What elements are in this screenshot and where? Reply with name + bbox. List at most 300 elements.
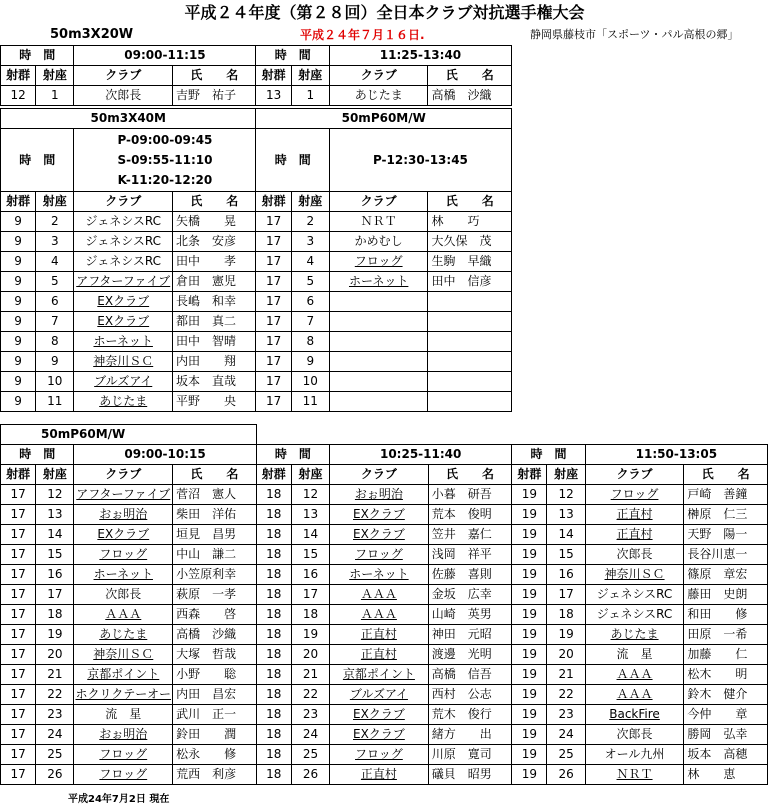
lane-cell: 24 xyxy=(547,725,585,745)
lane-cell: 2 xyxy=(291,212,329,232)
col-name: 氏 名 xyxy=(428,66,512,86)
athlete-cell: 松木 明 xyxy=(684,665,768,685)
table-row xyxy=(1,485,768,505)
time-label: 時 間 xyxy=(256,129,329,192)
table-row xyxy=(1,665,768,685)
relay-cell: 19 xyxy=(512,665,547,685)
lane-cell: 9 xyxy=(291,352,329,372)
athlete-cell: 西森 啓 xyxy=(173,605,257,625)
club-cell: フロッグ xyxy=(330,745,429,765)
club-cell: ホーネット xyxy=(74,565,173,585)
col-shaza: 射座 xyxy=(291,465,329,485)
club-cell: ブルズアイ xyxy=(74,372,173,392)
relay-cell: 17 xyxy=(256,212,291,232)
relay-cell: 18 xyxy=(256,625,291,645)
athlete-cell: 高橋 信吾 xyxy=(428,665,512,685)
relay-cell: 18 xyxy=(256,545,291,565)
relay-cell: 17 xyxy=(1,625,36,645)
lane-cell: 7 xyxy=(291,312,329,332)
lane-cell: 22 xyxy=(547,685,585,705)
lane-cell: 26 xyxy=(36,765,74,785)
club-cell: ＡＡＡ xyxy=(585,665,684,685)
table-row xyxy=(1,745,768,765)
time-label: 時 間 xyxy=(512,445,585,465)
relay-cell: 9 xyxy=(1,212,36,232)
relay-cell: 17 xyxy=(256,352,291,372)
club-cell: あじたま xyxy=(585,625,684,645)
athlete-cell: 内田 翔 xyxy=(172,352,256,372)
club-cell: ＮＲＴ xyxy=(329,212,428,232)
lane-cell: 17 xyxy=(291,585,329,605)
event-label-50m3x40m: 50m3X40M xyxy=(1,109,256,129)
lane-cell: 20 xyxy=(547,645,585,665)
col-name: 氏 名 xyxy=(172,192,256,212)
lane-cell: 10 xyxy=(36,372,74,392)
lane-cell: 12 xyxy=(291,485,329,505)
lane-cell: 19 xyxy=(547,625,585,645)
table-row xyxy=(1,705,768,725)
col-shaza: 射座 xyxy=(36,465,74,485)
relay-cell: 17 xyxy=(1,525,36,545)
lane-cell: 15 xyxy=(547,545,585,565)
club-cell: ジェネシスRC xyxy=(74,212,173,232)
time-label: 時 間 xyxy=(256,46,329,66)
club-cell: ジェネシスRC xyxy=(585,605,684,625)
table-row xyxy=(1,372,512,392)
club-cell: 正直村 xyxy=(330,625,429,645)
club-cell: 次郎長 xyxy=(74,585,173,605)
lane-cell: 4 xyxy=(36,252,74,272)
time-label: 時 間 xyxy=(256,445,329,465)
athlete-cell: 坂本 高穂 xyxy=(684,745,768,765)
lane-cell: 23 xyxy=(291,705,329,725)
club-cell: アフターファイブ xyxy=(74,272,173,292)
relay-cell: 17 xyxy=(1,765,36,785)
lane-cell: 12 xyxy=(547,485,585,505)
event-label-50mp60mw: 50mP60M/W xyxy=(256,109,512,129)
lane-cell: 20 xyxy=(36,645,74,665)
relay-cell: 17 xyxy=(1,665,36,685)
relay-cell: 9 xyxy=(1,312,36,332)
event-label-50m3x20w: 50m3X20W xyxy=(50,27,134,42)
lane-cell: 21 xyxy=(547,665,585,685)
table-row xyxy=(1,272,512,292)
club-cell: ホーネット xyxy=(74,332,173,352)
lane-cell: 18 xyxy=(547,605,585,625)
club-cell: フロッグ xyxy=(330,545,429,565)
block1-table xyxy=(0,45,512,106)
athlete-cell: 今仲 章 xyxy=(684,705,768,725)
col-club: クラブ xyxy=(329,192,428,212)
event-label-50mp60mw: 50mP60M/W xyxy=(1,425,257,445)
club-cell: ホクリクテーオー xyxy=(74,685,173,705)
club-cell: 正直村 xyxy=(585,505,684,525)
athlete-cell: 天野 陽一 xyxy=(684,525,768,545)
lane-cell: 22 xyxy=(291,685,329,705)
lane-cell: 5 xyxy=(36,272,74,292)
relay-cell: 17 xyxy=(1,705,36,725)
relay-cell: 18 xyxy=(256,605,291,625)
club-cell: フロッグ xyxy=(585,485,684,505)
athlete-cell: 萩原 一孝 xyxy=(173,585,257,605)
athlete-cell: 矢橋 晃 xyxy=(172,212,256,232)
club-cell: BackFire xyxy=(585,705,684,725)
club-cell: ジェネシスRC xyxy=(585,585,684,605)
relay-cell: 17 xyxy=(1,505,36,525)
lane-cell: 13 xyxy=(291,505,329,525)
relay-cell: 18 xyxy=(256,525,291,545)
table-row xyxy=(1,545,768,565)
col-club: クラブ xyxy=(74,465,173,485)
relay-cell: 19 xyxy=(512,705,547,725)
athlete-cell: 長谷川恵一 xyxy=(684,545,768,565)
lane-cell: 20 xyxy=(291,645,329,665)
relay-cell: 17 xyxy=(1,585,36,605)
lane-cell: 8 xyxy=(291,332,329,352)
time-slot: P-12:30-13:45 xyxy=(329,129,511,192)
relay-cell: 18 xyxy=(256,645,291,665)
athlete-cell: 荒木 俊行 xyxy=(428,705,512,725)
spacer xyxy=(256,425,767,445)
lane-cell: 17 xyxy=(36,585,74,605)
club-cell: EXクラブ xyxy=(74,525,173,545)
relay-cell: 17 xyxy=(1,545,36,565)
athlete-cell: 鈴田 潤 xyxy=(173,725,257,745)
relay-cell: 18 xyxy=(256,485,291,505)
col-club: クラブ xyxy=(329,66,428,86)
venue-label: 静岡県藤枝市「スポーツ・パル高根の郷」 xyxy=(530,28,739,41)
athlete-cell: 小暮 研吾 xyxy=(428,485,512,505)
relay-cell: 9 xyxy=(1,372,36,392)
club-cell xyxy=(329,312,428,332)
athlete-cell: 小笠原利幸 xyxy=(173,565,257,585)
club-cell: ＡＡＡ xyxy=(330,605,429,625)
club-cell: 正直村 xyxy=(585,525,684,545)
athlete-cell: 林 恵 xyxy=(684,765,768,785)
athlete-cell: 田中 智晴 xyxy=(172,332,256,352)
club-cell: 流 星 xyxy=(74,705,173,725)
lane-cell: 22 xyxy=(36,685,74,705)
club-cell: EXクラブ xyxy=(330,505,429,525)
relay-cell: 17 xyxy=(1,485,36,505)
col-shaza: 射座 xyxy=(36,66,74,86)
club-cell: ＮＲＴ xyxy=(585,765,684,785)
athlete-cell: 緒方 出 xyxy=(428,725,512,745)
table-row xyxy=(1,252,512,272)
athlete-cell: 渡邊 光明 xyxy=(428,645,512,665)
athlete-cell: 田中 孝 xyxy=(172,252,256,272)
club-cell xyxy=(329,332,428,352)
athlete-cell: 中山 謙二 xyxy=(173,545,257,565)
athlete-cell: 加藤 仁 xyxy=(684,645,768,665)
table-row xyxy=(1,312,512,332)
col-club: クラブ xyxy=(74,66,173,86)
club-cell: かめむし xyxy=(329,232,428,252)
relay-cell: 9 xyxy=(1,292,36,312)
athlete-cell xyxy=(428,392,512,412)
lane-cell: 26 xyxy=(547,765,585,785)
athlete-cell: 林 巧 xyxy=(428,212,512,232)
club-cell: フロッグ xyxy=(329,252,428,272)
time-label: 時 間 xyxy=(1,129,74,192)
relay-cell: 17 xyxy=(1,725,36,745)
time-label: 時 間 xyxy=(1,445,74,465)
table-row xyxy=(1,645,768,665)
athlete-cell: 松永 修 xyxy=(173,745,257,765)
relay-cell: 13 xyxy=(256,86,291,106)
lane-cell: 6 xyxy=(291,292,329,312)
club-cell: 次郎長 xyxy=(585,725,684,745)
athlete-cell: 篠原 章宏 xyxy=(684,565,768,585)
club-cell: 正直村 xyxy=(330,645,429,665)
athlete-cell: 和田 修 xyxy=(684,605,768,625)
table-row xyxy=(1,505,768,525)
relay-cell: 19 xyxy=(512,765,547,785)
table-row xyxy=(1,765,768,785)
club-cell: ＡＡＡ xyxy=(585,685,684,705)
club-cell: ホーネット xyxy=(330,565,429,585)
lane-cell: 8 xyxy=(36,332,74,352)
athlete-cell: 長嶋 和幸 xyxy=(172,292,256,312)
col-shagun: 射群 xyxy=(512,465,547,485)
lane-cell: 7 xyxy=(36,312,74,332)
club-cell: 神奈川ＳＣ xyxy=(585,565,684,585)
lane-cell: 9 xyxy=(36,352,74,372)
col-shagun: 射群 xyxy=(256,66,291,86)
lane-cell: 21 xyxy=(36,665,74,685)
col-name: 氏 名 xyxy=(428,465,512,485)
athlete-cell: 大久保 茂 xyxy=(428,232,512,252)
athlete-cell: 藤田 史朗 xyxy=(684,585,768,605)
page-title: 平成２４年度（第２８回）全日本クラブ対抗選手権大会 xyxy=(184,3,585,22)
col-shagun: 射群 xyxy=(256,465,291,485)
relay-cell: 17 xyxy=(1,645,36,665)
table-row xyxy=(1,352,512,372)
athlete-cell: 鈴木 健介 xyxy=(684,685,768,705)
athlete-cell: 都田 真二 xyxy=(172,312,256,332)
lane-cell: 21 xyxy=(291,665,329,685)
relay-cell: 19 xyxy=(512,505,547,525)
club-cell: 次郎長 xyxy=(585,545,684,565)
club-cell: あじたま xyxy=(329,86,428,106)
table-row xyxy=(1,605,768,625)
athlete-cell xyxy=(428,332,512,352)
lane-cell: 3 xyxy=(291,232,329,252)
lane-cell: 25 xyxy=(547,745,585,765)
as-of-date: 平成24年7月2日 現在 xyxy=(68,794,170,805)
club-cell: 流 星 xyxy=(585,645,684,665)
time-slot: 09:00-11:15 xyxy=(74,46,256,66)
lane-cell: 13 xyxy=(547,505,585,525)
col-shaza: 射座 xyxy=(291,66,329,86)
col-shagun: 射群 xyxy=(1,192,36,212)
lane-cell: 19 xyxy=(36,625,74,645)
time-slot: 11:50-13:05 xyxy=(585,445,767,465)
athlete-cell: 吉野 祐子 xyxy=(173,86,256,106)
lane-cell: 26 xyxy=(291,765,329,785)
relay-cell: 18 xyxy=(256,685,291,705)
relay-cell: 19 xyxy=(512,565,547,585)
table-row xyxy=(1,292,512,312)
athlete-cell: 川原 寛司 xyxy=(428,745,512,765)
col-name: 氏 名 xyxy=(173,66,256,86)
relay-cell: 9 xyxy=(1,272,36,292)
col-club: クラブ xyxy=(330,465,429,485)
athlete-cell: 西村 公志 xyxy=(428,685,512,705)
athlete-cell: 田原 一希 xyxy=(684,625,768,645)
relay-cell: 9 xyxy=(1,252,36,272)
table-row xyxy=(1,212,512,232)
lane-cell: 18 xyxy=(291,605,329,625)
table-row xyxy=(1,86,512,106)
lane-cell: 14 xyxy=(547,525,585,545)
time-slot: 11:25-13:40 xyxy=(329,46,511,66)
athlete-cell: 佐藤 喜則 xyxy=(428,565,512,585)
club-cell: ＡＡＡ xyxy=(74,605,173,625)
relay-cell: 17 xyxy=(256,292,291,312)
lane-cell: 2 xyxy=(36,212,74,232)
lane-cell: 12 xyxy=(36,485,74,505)
club-cell: 神奈川ＳＣ xyxy=(74,352,173,372)
col-shaza: 射座 xyxy=(547,465,585,485)
lane-cell: 19 xyxy=(291,625,329,645)
lane-cell: 10 xyxy=(291,372,329,392)
club-cell: ＡＡＡ xyxy=(330,585,429,605)
club-cell: EXクラブ xyxy=(330,725,429,745)
athlete-cell: 高橋 沙織 xyxy=(428,86,512,106)
relay-cell: 19 xyxy=(512,525,547,545)
club-cell: ホーネット xyxy=(329,272,428,292)
event-date: 平成２４年７月１６日. xyxy=(300,28,425,42)
athlete-cell: 笠井 嘉仁 xyxy=(428,525,512,545)
club-cell: 京都ポイント xyxy=(74,665,173,685)
club-cell: 正直村 xyxy=(330,765,429,785)
club-cell xyxy=(329,292,428,312)
relay-cell: 18 xyxy=(256,705,291,725)
relay-cell: 17 xyxy=(256,392,291,412)
relay-cell: 17 xyxy=(1,745,36,765)
lane-cell: 1 xyxy=(291,86,329,106)
relay-cell: 19 xyxy=(512,585,547,605)
athlete-cell xyxy=(428,312,512,332)
table-row xyxy=(1,392,512,412)
table-row xyxy=(1,685,768,705)
col-shagun: 射群 xyxy=(1,465,36,485)
lane-cell: 18 xyxy=(36,605,74,625)
lane-cell: 23 xyxy=(36,705,74,725)
relay-cell: 18 xyxy=(256,765,291,785)
club-cell: あじたま xyxy=(74,392,173,412)
athlete-cell: 生駒 早織 xyxy=(428,252,512,272)
club-cell: フロッグ xyxy=(74,545,173,565)
athlete-cell: 平野 央 xyxy=(172,392,256,412)
athlete-cell: 小野 聡 xyxy=(173,665,257,685)
club-cell xyxy=(329,392,428,412)
athlete-cell: 菅沼 憲人 xyxy=(173,485,257,505)
club-cell: オール九州 xyxy=(585,745,684,765)
col-name: 氏 名 xyxy=(428,192,512,212)
table-row xyxy=(1,332,512,352)
relay-cell: 9 xyxy=(1,392,36,412)
table-row xyxy=(1,725,768,745)
relay-cell: 17 xyxy=(1,685,36,705)
relay-cell: 17 xyxy=(256,252,291,272)
time-slot: 09:00-10:15 xyxy=(74,445,256,465)
athlete-cell: 戸崎 善鐘 xyxy=(684,485,768,505)
relay-cell: 9 xyxy=(1,352,36,372)
athlete-cell: 荒西 利彦 xyxy=(173,765,257,785)
relay-cell: 17 xyxy=(256,272,291,292)
lane-cell: 16 xyxy=(547,565,585,585)
club-cell: おぉ明治 xyxy=(74,505,173,525)
time-slot: K-11:20-12:20 xyxy=(117,173,213,187)
club-cell: ブルズアイ xyxy=(330,685,429,705)
club-cell: 京都ポイント xyxy=(330,665,429,685)
lane-cell: 14 xyxy=(291,525,329,545)
time-slot: S-09:55-11:10 xyxy=(117,153,213,167)
athlete-cell: 金坂 広幸 xyxy=(428,585,512,605)
club-cell: アフターファイブ xyxy=(74,485,173,505)
relay-cell: 19 xyxy=(512,605,547,625)
table-row xyxy=(1,565,768,585)
lane-cell: 25 xyxy=(36,745,74,765)
time-label: 時 間 xyxy=(1,46,74,66)
lane-cell: 14 xyxy=(36,525,74,545)
relay-cell: 19 xyxy=(512,745,547,765)
relay-cell: 18 xyxy=(256,565,291,585)
lane-cell: 6 xyxy=(36,292,74,312)
athlete-cell: 垣見 昌男 xyxy=(173,525,257,545)
col-shagun: 射群 xyxy=(256,192,291,212)
athlete-cell: 山崎 英男 xyxy=(428,605,512,625)
block3-table xyxy=(0,424,768,785)
club-cell: フロッグ xyxy=(74,745,173,765)
athlete-cell: 柴田 洋佑 xyxy=(173,505,257,525)
lane-cell: 4 xyxy=(291,252,329,272)
relay-cell: 9 xyxy=(1,232,36,252)
athlete-cell: 神田 元昭 xyxy=(428,625,512,645)
relay-cell: 19 xyxy=(512,625,547,645)
col-club: クラブ xyxy=(74,192,173,212)
club-cell: あじたま xyxy=(74,625,173,645)
club-cell: ジェネシスRC xyxy=(74,232,173,252)
athlete-cell: 坂本 直哉 xyxy=(172,372,256,392)
athlete-cell: 倉田 憲児 xyxy=(172,272,256,292)
table-row xyxy=(1,625,768,645)
relay-cell: 19 xyxy=(512,725,547,745)
athlete-cell xyxy=(428,292,512,312)
athlete-cell: 高橋 沙織 xyxy=(173,625,257,645)
col-shagun: 射群 xyxy=(1,66,36,86)
relay-cell: 9 xyxy=(1,332,36,352)
relay-cell: 17 xyxy=(1,565,36,585)
club-cell xyxy=(329,352,428,372)
club-cell: EXクラブ xyxy=(74,292,173,312)
time-slot-list xyxy=(74,129,256,192)
col-name: 氏 名 xyxy=(173,465,257,485)
athlete-cell xyxy=(428,372,512,392)
relay-cell: 18 xyxy=(256,745,291,765)
relay-cell: 18 xyxy=(256,585,291,605)
block2-table xyxy=(0,108,512,412)
relay-cell: 18 xyxy=(256,725,291,745)
club-cell xyxy=(329,372,428,392)
club-cell: EXクラブ xyxy=(330,525,429,545)
athlete-cell xyxy=(428,352,512,372)
lane-cell: 1 xyxy=(36,86,74,106)
table-row xyxy=(1,232,512,252)
athlete-cell: 榊原 仁三 xyxy=(684,505,768,525)
